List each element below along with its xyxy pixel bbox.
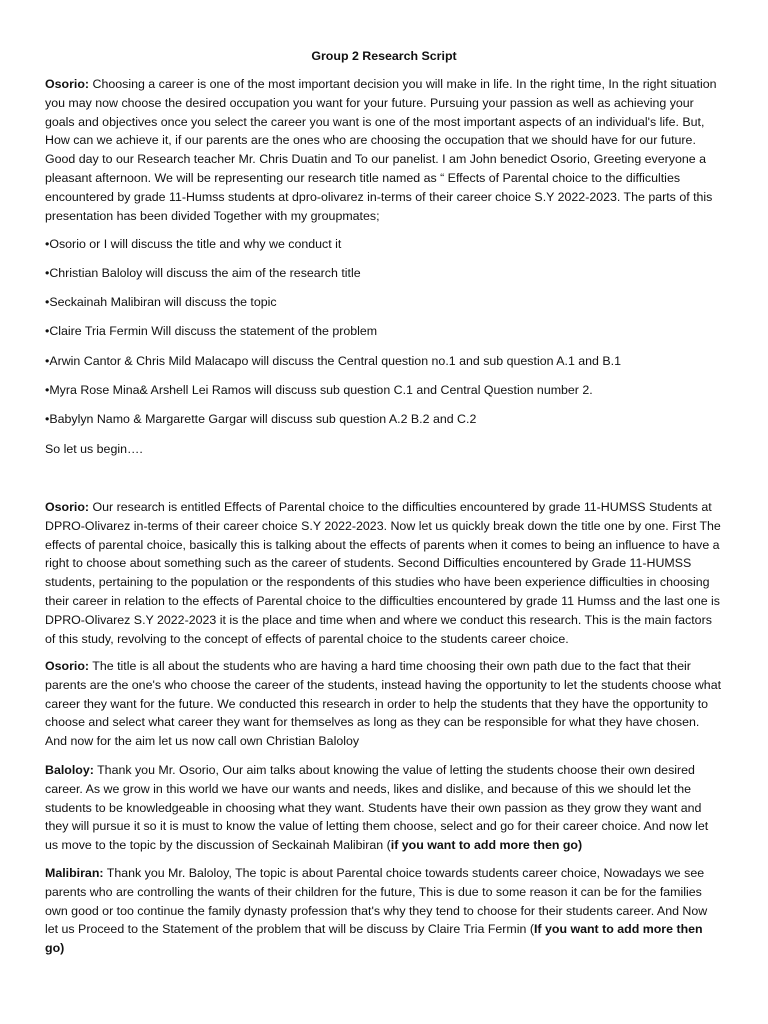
paragraph-text: Thank you Mr. Baloloy, The topic is about Parental choice towards students career choice, Nowadays we see parents who are controlling the wants of their children for the future, This is due to some reason it can be for the families own good or too continue the family dynasty profession that's why they tend to choose for their students career. And Now let us Proceed to the Statement of the problem that will be discuss by Claire Tria Fermin (	[45, 866, 708, 937]
bullet-item: •Myra Rose Mina& Arshell Lei Ramos will discuss sub question C.1 and Central Question number 2.	[45, 383, 593, 397]
speaker-label: Malibiran:	[45, 866, 104, 880]
paragraph-title-breakdown	[45, 498, 723, 648]
paragraph-text: The title is all about the students who are having a hard time choosing their own path due to the fact that their parents are the one's who choose the career of the students, instead having the opportunity to let the students choose what career they want for the future. We conducted this research in order to help the students that they have the opportunity to choose and select what career they want for themselves as long as they can be responsible for what they have chosen. And now for the aim let us now call own Christian Baloloy	[45, 659, 722, 749]
speaker-label: Osorio:	[45, 77, 90, 91]
speaker-label: Osorio:	[45, 500, 90, 514]
begin-line: So let us begin….	[45, 442, 143, 456]
paragraph-topic	[45, 864, 723, 958]
bullet-item: •Claire Tria Fermin Will discuss the statement of the problem	[45, 324, 378, 338]
bullet-item: •Arwin Cantor & Chris Mild Malacapo will discuss the Central question no.1 and sub question A.1 and B.1	[45, 354, 621, 368]
document-title: Group 2 Research Script	[311, 49, 457, 63]
intro-paragraph	[45, 75, 723, 225]
paragraph-aim	[45, 761, 723, 855]
speaker-label: Baloloy:	[45, 763, 94, 777]
bold-note: if you want to add more then go)	[390, 838, 583, 853]
paragraph-title-purpose	[45, 657, 723, 751]
bullet-item: •Seckainah Malibiran will discuss the topic	[45, 295, 277, 309]
speaker-label: Osorio:	[45, 659, 90, 673]
bullet-item: •Osorio or I will discuss the title and why we conduct it	[45, 237, 342, 251]
bullet-item: •Christian Baloloy will discuss the aim of the research title	[45, 266, 361, 280]
paragraph-text: Our research is entitled Effects of Parental choice to the difficulties encountered by grade 11-HUMSS Students at DPRO-Olivarez in-terms of their career choice S.Y 2022-2023. Now let us quickly break down the title one by one. First The effects of parental choice, basically this is talking about the effects of parents when it comes to being an influence to have a right to choose about something such as the career of students. Second Difficulties encountered by Grade 11-HUMSS students, pertaining to the population or the respondents of this studies who have been experience difficulties in choosing their career in relation to the effects of Parental choice to the difficulties encountered by grade 11 Humss and the last one is DPRO-Olivarez S.Y 2022-2023 it is the place and time when and where we conduct this research. This is the main factors of this study, revolving to the concept of effects of parental choice to the students career choice.	[45, 500, 721, 646]
paragraph-text: Thank you Mr. Osorio, Our aim talks about knowing the value of letting the students choose their own desired career. As we grow in this world we have our wants and needs, likes and dislike, and because of this we should let the students to be knowledgeable in choosing what they want. Students have their own passion as they grow they want and they will pursue it so it is must to know the value of letting them choose, select and go for their career choice. And now let us move to the topic by the discussion of Seckainah Malibiran (	[45, 763, 709, 853]
bullet-item: •Babylyn Namo & Margarette Gargar will discuss sub question A.2 B.2 and C.2	[45, 412, 477, 426]
bold-note: If you want to add more then go)	[45, 922, 703, 956]
paragraph-text: Choosing a career is one of the most important decision you will make in life. In the right time, In the right situation you may now choose the desired occupation you want for your future. Pursuing your passion as well as achieving your goals and objectives once you select the career you want is one of the most important aspects of an individual's life. But, How can we achieve it, if our parents are the ones who are choosing the occupation that we should have for our future. Good day to our Research teacher Mr. Chris Duatin and To our panelist. I am John benedict Osorio, Greeting everyone a pleasant afternoon. We will be representing our research title named as “ Effects of Parental choice to the difficulties encountered by grade 11-Humss students at dpro-olivarez in-terms of their career choice S.Y 2022-2023. The parts of this presentation has been divided Together with my groupmates;	[45, 77, 717, 223]
